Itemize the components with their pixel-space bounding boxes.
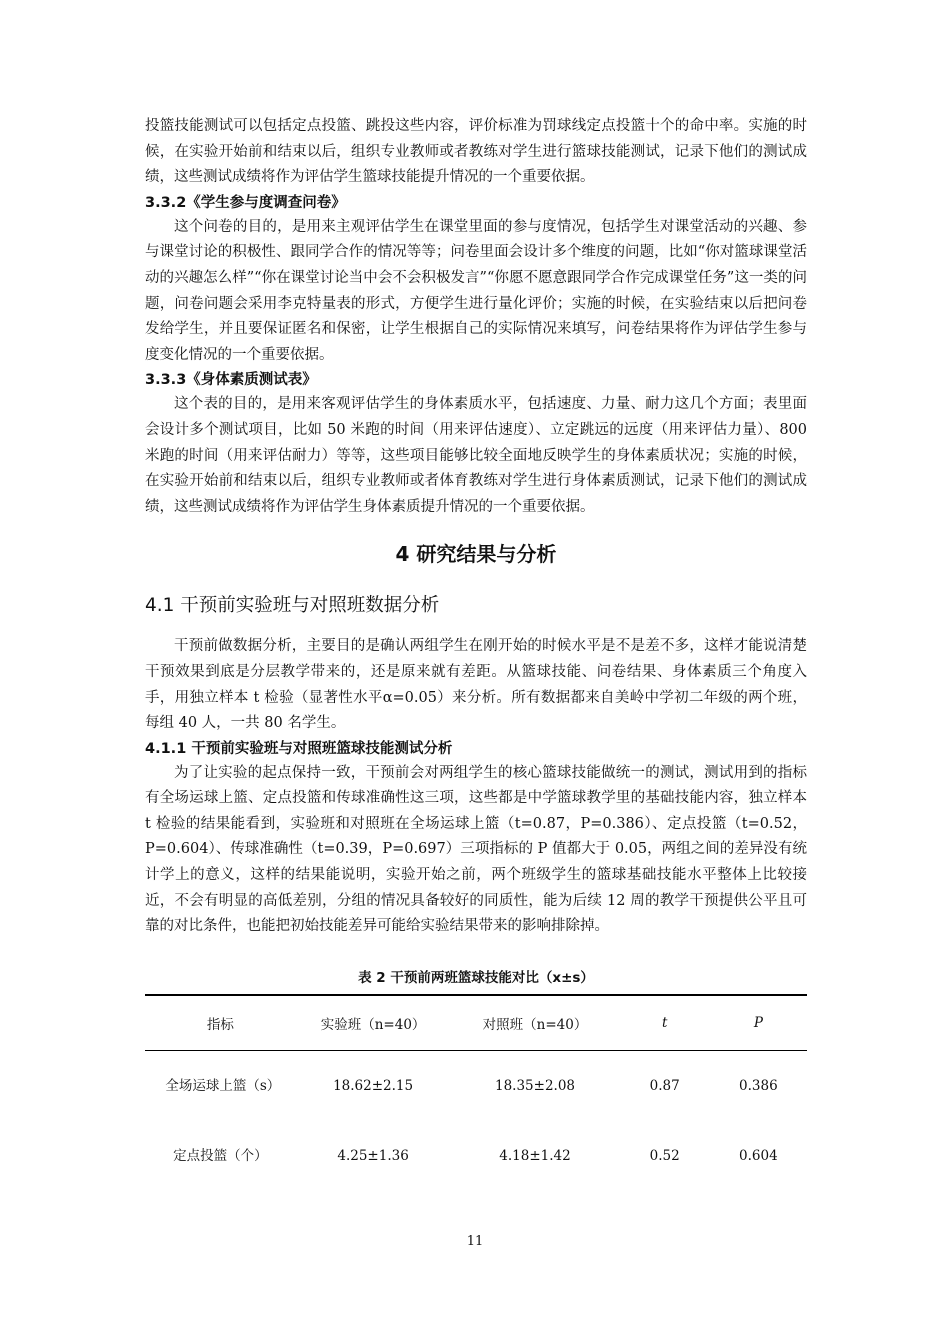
cell-text: 全场运球上篮（s） [165,1077,281,1094]
heading-4-1-1: 4.1.1 干预前实验班与对照班篮球技能测试分析 [145,740,453,757]
paragraph-fitness-test: 这个表的目的，是用来客观评估学生的身体素质水平，包括速度、力量、耐力这几个方面；表里面会设计多个测试项目，比如 50 米跑的时间（用来评估速度）、立定跳远的远度（用来评估力量）、800 米跑的时间（用来评估耐力）等等，这些项目能够比较全面地反映学生的身体素质状况；实施的时候，在实验开始前和结束以后，组织专业教师或者体育教练对学生进行身体素质测试，记录下他们的测试成绩，这些测试成绩将作为评估学生身体素质提升情况的一个重要依据。 [145,396,807,515]
table-cell: 18.62±2.15 [333,1077,414,1094]
table-cell: 0.604 [739,1147,778,1164]
table-cell: 0.87 [649,1077,680,1094]
table-cell: 0.386 [739,1077,778,1094]
table-row [145,1121,807,1191]
paragraph-skill-analysis: 为了让实验的起点保持一致，干预前会对两组学生的核心篮球技能做统一的测试，测试用到的指标有全场运球上篮、定点投篮和传球准确性这三项，这些都是中学篮球教学里的基础技能内容，独立样本 t 检验的结果能看到，实验班和对照班在全场运球上篮（t=0.87，P=0.386）、定点投篮（t=0.52，P=0.604）、传球准确性（t=0.39，P=0.697）三项指标的 P 值都大于 0.05，两组之间的差异没有统计学上的意义，这样的结果能说明，实验开始之前，两个班级学生的篮球基础技能水平整体上比较接近，不会有明显的高低差别，分组的情况具备较好的同质性，能为后续 12 周的教学干预提供公平且可靠的对比条件，也能把初始技能差异可能给实验结果带来的影响排除掉。 [145,764,807,935]
table-cell: 定点投篮（个） [173,1147,268,1164]
table-header-row [145,995,807,1051]
table-cell: 18.35±2.08 [495,1077,576,1094]
table-cell: 0.52 [649,1147,680,1164]
page-number: 11 [466,1234,484,1249]
table-cell: 4.18±1.42 [499,1147,571,1164]
heading-3-3-2: 3.3.2《学生参与度调查问卷》 [145,194,346,211]
header-p: P [753,1014,763,1031]
skill-comparison-table [145,994,807,1191]
chapter-title: 4 研究结果与分析 [395,542,557,567]
table-caption: 表 2 干预前两班篮球技能对比（x±s） [358,969,594,986]
header-indicator: 指标 [206,1016,234,1033]
header-t: t [661,1014,668,1031]
table-cell [145,1050,296,1121]
header-experimental: 实验班（n=40） [320,1016,426,1033]
table-row [145,1050,807,1121]
paragraph-pre-intervention: 干预前做数据分析，主要目的是确认两组学生在刚开始的时候水平是不是差不多，这样才能说清楚干预效果到底是分层教学带来的，还是原来就有差距。从篮球技能、问卷结果、身体素质三个角度入手，用独立样本 t 检验（显著性水平α=0.05）来分析。所有数据都来自美岭中学初二年级的两个班，每组 40 人，一共 80 名学生。 [145,638,807,732]
page-body [145,114,807,1191]
paragraph-questionnaire: 这个问卷的目的，是用来主观评估学生在课堂里面的参与度情况，包括学生对课堂活动的兴趣、参与课堂讨论的积极性、跟同学合作的情况等等；问卷里面会设计多个维度的问题，比如“你对篮球课堂活动的兴趣怎么样”“你在课堂讨论当中会不会积极发言”“你愿不愿意跟同学合作完成课堂任务”这一类的问题，问卷问题会采用李克特量表的形式，方便学生进行量化评价；实施的时候，在实验结束以后把问卷发给学生，并且要保证匿名和保密，让学生根据自己的实际情况来填写，问卷结果将作为评估学生参与度变化情况的一个重要依据。 [145,218,807,363]
header-control: 对照班（n=40） [482,1016,588,1033]
table-cell: 4.25±1.36 [337,1147,409,1164]
heading-4-1: 4.1 干预前实验班与对照班数据分析 [145,595,440,617]
heading-3-3-3: 3.3.3《身体素质测试表》 [145,372,317,389]
paragraph-shooting-test: 投篮技能测试可以包括定点投篮、跳投这些内容，评价标准为罚球线定点投篮十个的命中率。实施的时候，在实验开始前和结束以后，组织专业教师或者教练对学生进行篮球技能测试，记录下他们的测试成绩，这些测试成绩将作为评估学生篮球技能提升情况的一个重要依据。 [145,118,807,186]
